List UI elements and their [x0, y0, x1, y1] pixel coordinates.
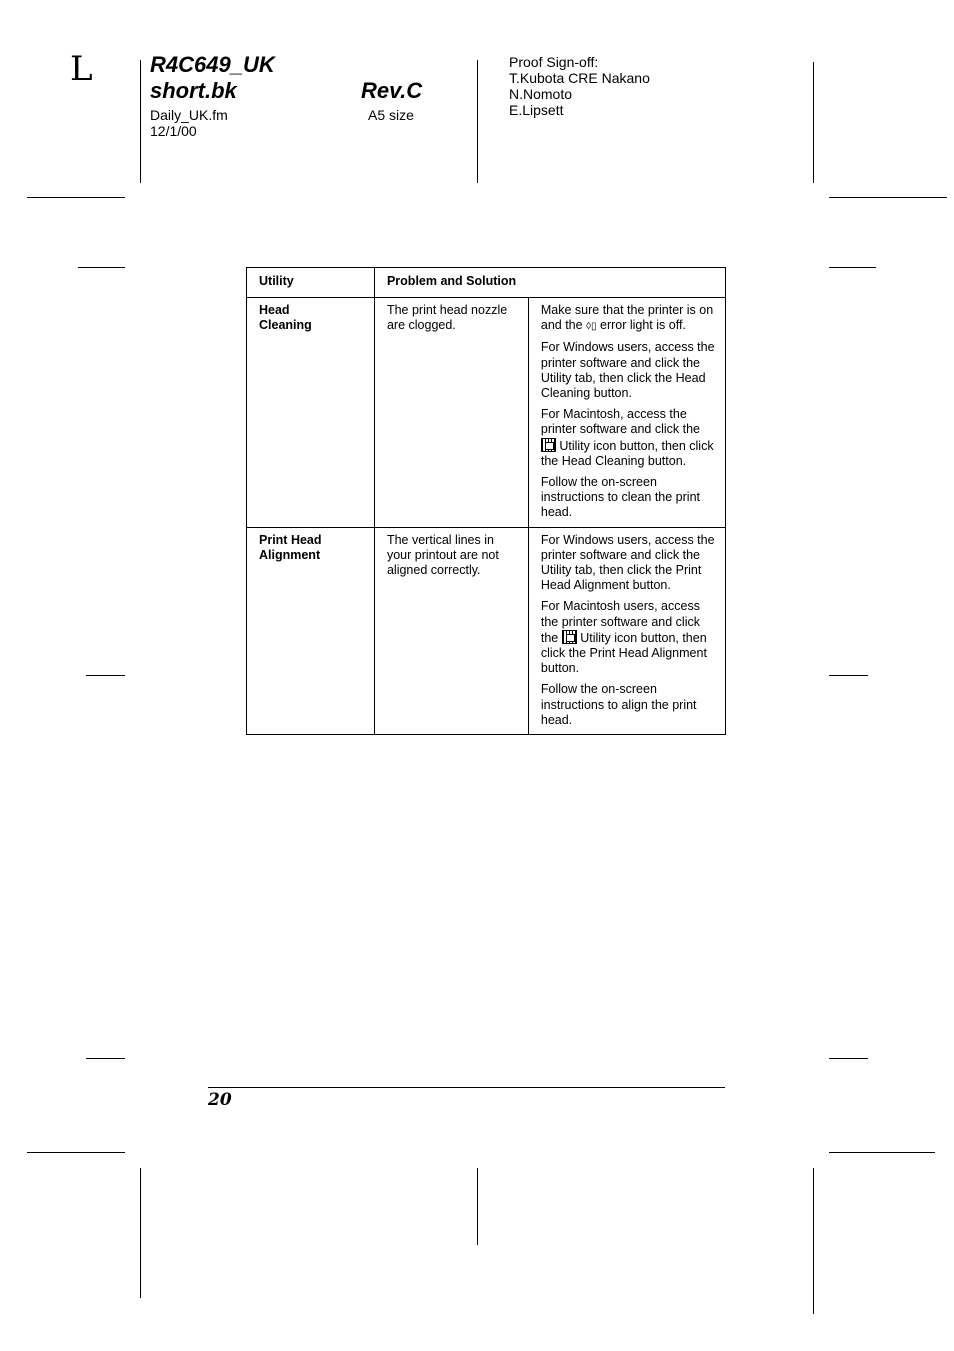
solution-paragraph: For Windows users, access the printer software and click the Utility tab, then click the Head Cleaning button.	[540, 340, 715, 401]
solution-paragraph: Follow the on-screen instructions to clean the print head.	[540, 475, 700, 520]
signer: E.Lipsett	[509, 102, 564, 118]
paper-size: A5 size	[368, 107, 414, 123]
date: 12/1/00	[150, 123, 197, 139]
crop-mark	[86, 1058, 125, 1059]
solution-paragraph: For Macintosh users, access the printer software and click the Utility icon button, then click the Print Head Alignment button.	[540, 599, 707, 676]
crop-mark	[477, 1168, 478, 1245]
solution-paragraph: Make sure that the printer is on and the ◊▯ error light is off.	[540, 303, 714, 333]
crop-mark	[829, 675, 868, 676]
solution-paragraph: Follow the on-screen instructions to align the print head.	[540, 682, 697, 727]
ink-error-icon: ◊▯	[586, 321, 597, 333]
proof-label: Proof Sign-off:	[509, 54, 599, 70]
corner-letter: L	[70, 49, 93, 89]
crop-mark	[829, 267, 876, 268]
table-header-row	[247, 268, 726, 298]
utility-cell: Print Head Alignment	[247, 527, 375, 734]
crop-mark	[140, 60, 141, 183]
crop-mark	[86, 675, 125, 676]
footer-rule	[208, 1087, 725, 1088]
table-row	[247, 527, 726, 734]
header-utility: Utility	[247, 268, 375, 298]
utility-table	[246, 267, 726, 735]
crop-mark	[813, 1168, 814, 1314]
crop-mark	[813, 62, 814, 183]
revision: Rev.C	[361, 78, 423, 103]
crop-mark	[829, 197, 947, 198]
crop-mark	[477, 60, 478, 183]
utility-cell: Head Cleaning	[247, 298, 375, 528]
page-number: 20	[208, 1090, 232, 1110]
header-problem-solution: Problem and Solution	[374, 268, 725, 298]
crop-mark	[140, 1168, 141, 1298]
solution-paragraph: For Windows users, access the printer software and click the Utility tab, then click the Print Head Alignment button.	[540, 532, 715, 593]
signer: N.Nomoto	[509, 86, 573, 102]
solution-cell	[528, 298, 725, 528]
file-name: Daily_UK.fm	[150, 107, 228, 123]
solution-cell	[528, 527, 725, 734]
crop-mark	[829, 1058, 868, 1059]
problem-cell: The print head nozzle are clogged.	[374, 298, 528, 528]
crop-mark	[78, 267, 125, 268]
utility-icon	[541, 438, 556, 452]
solution-paragraph: For Macintosh, access the printer software and click the Utility icon button, then click the Head Cleaning button.	[540, 407, 714, 468]
book-name: short.bk	[150, 78, 237, 103]
proof-signoff	[509, 54, 650, 118]
signer: T.Kubota CRE Nakano	[509, 70, 650, 86]
crop-mark	[27, 197, 125, 198]
crop-mark	[829, 1152, 935, 1153]
problem-cell: The vertical lines in your printout are not aligned correctly.	[374, 527, 528, 734]
utility-icon	[562, 630, 577, 644]
crop-mark	[27, 1152, 125, 1153]
doc-id: R4C649_UK	[150, 52, 275, 77]
table-row	[247, 298, 726, 528]
